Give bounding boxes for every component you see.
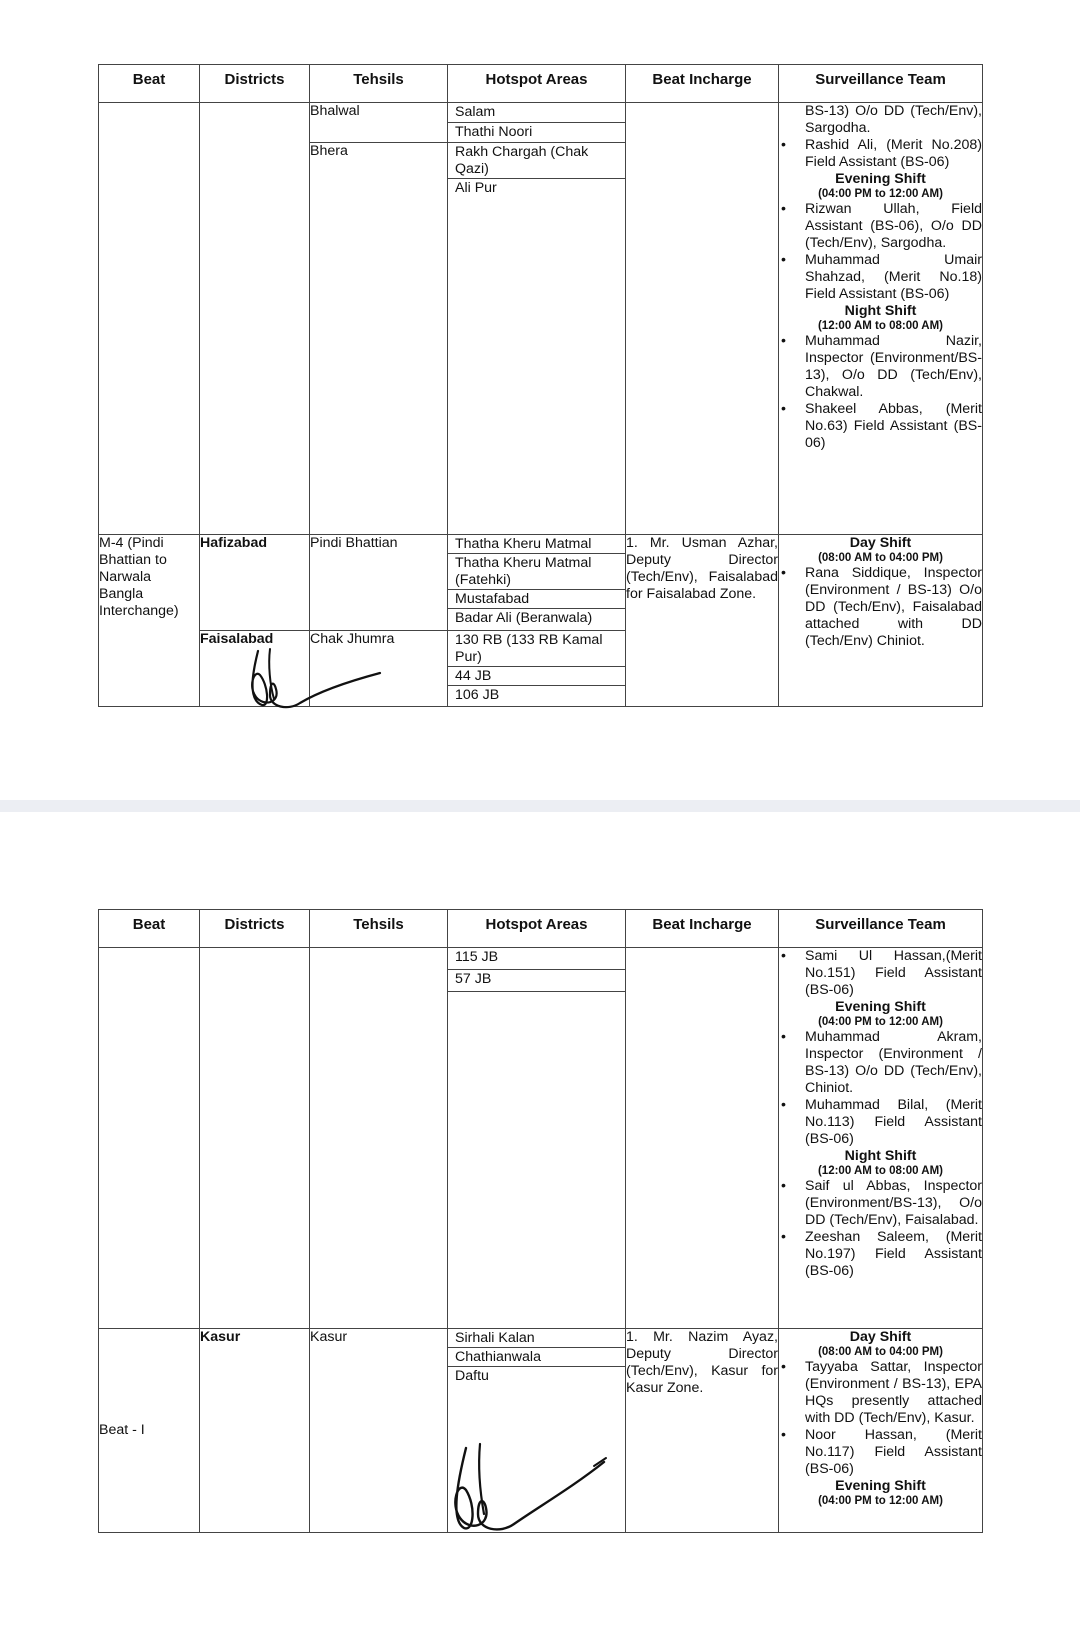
team-list xyxy=(779,333,982,452)
hotspot-item: 130 RB (133 RB Kamal Pur) xyxy=(448,631,625,667)
district-cell xyxy=(200,103,310,535)
shift-title: Night Shift xyxy=(844,303,917,319)
team-member: • Muhammad Nazir, Inspector (Environment/BS-13), O/o DD (Tech/Env), Chakwal. xyxy=(779,333,982,401)
hotspot-item: Sirhali Kalan xyxy=(448,1329,625,1348)
header-beat: Beat xyxy=(99,910,200,948)
beat-cell: Beat - I xyxy=(99,1329,200,1533)
hotspot-item: Thatha Kheru Matmal (Fatehki) xyxy=(448,554,625,590)
table-header-row xyxy=(99,65,983,103)
table-row xyxy=(99,948,983,970)
document-page-2 xyxy=(0,812,1080,1641)
tehsil-cell: Chak Jhumra xyxy=(310,631,448,707)
header-hotspot-areas: Hotspot Areas xyxy=(448,65,626,103)
header-surveillance-team: Surveillance Team xyxy=(779,65,983,103)
header-districts: Districts xyxy=(200,910,310,948)
header-beat-incharge: Beat Incharge xyxy=(626,910,779,948)
shift-time: (12:00 AM to 08:00 AM) xyxy=(817,320,944,332)
shift-time: (04:00 PM to 12:00 AM) xyxy=(818,1495,943,1507)
header-districts: Districts xyxy=(200,65,310,103)
team-member: • Sami Ul Hassan,(Merit No.151) Field Assistant (BS-06) xyxy=(779,948,982,999)
hotspot-cell xyxy=(448,535,626,631)
tehsil-cell: Kasur xyxy=(310,1329,448,1533)
team-member: • Shakeel Abbas, (Merit No.63) Field Assistant (BS-06) xyxy=(779,401,982,452)
incharge-cell xyxy=(626,948,779,1329)
hotspot-cell: Ali Pur xyxy=(448,179,626,535)
shift-title: Day Shift xyxy=(849,535,912,551)
beat-table-page-1 xyxy=(98,64,983,707)
hotspot-item: Daftu xyxy=(455,1368,489,1384)
hotspot-item: Badar Ali (Beranwala) xyxy=(455,610,593,626)
hotspot-item: 106 JB xyxy=(455,687,500,703)
table-row xyxy=(99,103,983,123)
beat-cell: M-4 (Pindi Bhattian to Narwala Bangla Interchange) xyxy=(99,535,200,707)
surveillance-team-cell xyxy=(779,1329,983,1533)
signature-mark xyxy=(444,1440,614,1540)
shift-title: Day Shift xyxy=(849,1329,912,1345)
district-cell xyxy=(200,948,310,1329)
hotspot-item: 44 JB xyxy=(448,667,625,686)
tehsil-cell xyxy=(310,948,448,1329)
hotspot-cell xyxy=(448,631,626,707)
team-list xyxy=(779,1359,982,1478)
district-cell: Kasur xyxy=(200,1329,310,1533)
team-member: • Rashid Ali, (Merit No.208) Field Assistant (BS-06) xyxy=(779,137,982,171)
district-cell: Faisalabad xyxy=(200,631,310,707)
header-beat: Beat xyxy=(99,65,200,103)
team-member: • Noor Hassan, (Merit No.117) Field Assistant (BS-06) xyxy=(779,1427,982,1478)
hotspot-cell xyxy=(448,992,626,1329)
shift-time: (08:00 AM to 04:00 PM) xyxy=(818,552,943,564)
shift-time: (04:00 PM to 12:00 AM) xyxy=(818,1016,943,1028)
surveillance-team-cell xyxy=(779,103,983,535)
tehsil-cell: Pindi Bhattian xyxy=(310,535,448,631)
team-list xyxy=(779,137,982,171)
hotspot-cell: 57 JB xyxy=(448,970,626,992)
hotspot-cell: Rakh Chargah (Chak Qazi) xyxy=(448,143,626,179)
document-page-1 xyxy=(0,0,1080,800)
header-beat-incharge: Beat Incharge xyxy=(626,65,779,103)
team-member: • Tayyaba Sattar, Inspector (Environment / BS-13), EPA HQs presently attached with DD (Tech/Env), Kasur. xyxy=(779,1359,982,1427)
hotspot-item: Mustafabad xyxy=(448,590,625,609)
surveillance-team-cell xyxy=(779,948,983,1329)
hotspot-item: Thatha Kheru Matmal xyxy=(448,535,625,554)
hotspot-cell: Salam xyxy=(448,103,626,123)
incharge-cell: 1. Mr. Usman Azhar, Deputy Director (Tech/Env), Faisalabad for Faisalabad Zone. xyxy=(626,535,779,707)
header-surveillance-team: Surveillance Team xyxy=(779,910,983,948)
team-member: • Muhammad Umair Shahzad, (Merit No.18) Field Assistant (BS-06) xyxy=(779,252,982,303)
header-tehsils: Tehsils xyxy=(310,65,448,103)
team-member: BS-13) O/o DD (Tech/Env), Sargodha. xyxy=(805,103,982,136)
header-tehsils: Tehsils xyxy=(310,910,448,948)
beat-cell xyxy=(99,948,200,1329)
shift-time: (04:00 PM to 12:00 AM) xyxy=(818,188,943,200)
team-member: • Saif ul Abbas, Inspector (Environment/BS-13), O/o DD (Tech/Env), Faisalabad. xyxy=(779,1178,982,1229)
shift-title: Night Shift xyxy=(844,1148,917,1164)
signature-mark xyxy=(240,645,390,725)
team-member: • Rizwan Ullah, Field Assistant (BS-06), O/o DD (Tech/Env), Sargodha. xyxy=(779,201,982,252)
table-row xyxy=(99,535,983,631)
team-list xyxy=(779,1029,982,1148)
shift-time: (08:00 AM to 04:00 PM) xyxy=(818,1346,943,1358)
team-list xyxy=(779,201,982,303)
table-header-row xyxy=(99,910,983,948)
beat-cell xyxy=(99,103,200,535)
hotspot-cell: Thathi Noori xyxy=(448,123,626,143)
shift-title: Evening Shift xyxy=(835,1478,926,1494)
team-member: • Muhammad Akram, Inspector (Environment / BS-13) O/o DD (Tech/Env), Chiniot. xyxy=(779,1029,982,1097)
shift-title: Evening Shift xyxy=(835,171,926,187)
surveillance-team-cell xyxy=(779,535,983,707)
shift-title: Evening Shift xyxy=(835,999,926,1015)
team-list xyxy=(779,565,982,650)
team-member: • Muhammad Bilal, (Merit No.113) Field Assistant (BS-06) xyxy=(779,1097,982,1148)
team-member: • Zeeshan Saleem, (Merit No.197) Field Assistant (BS-06) xyxy=(779,1229,982,1280)
incharge-cell xyxy=(626,103,779,535)
team-list xyxy=(779,1178,982,1280)
district-cell: Hafizabad xyxy=(200,535,310,631)
hotspot-cell: 115 JB xyxy=(448,948,626,970)
team-member: • Rana Siddique, Inspector (Environment / BS-13) O/o DD (Tech/Env), Faisalabad attached with DD (Tech/Env) Chiniot. xyxy=(779,565,982,650)
team-list xyxy=(779,948,982,999)
tehsil-cell: Bhera xyxy=(310,143,448,535)
hotspot-item: Chathianwala xyxy=(448,1348,625,1367)
shift-time: (12:00 AM to 08:00 AM) xyxy=(817,1165,944,1177)
tehsil-cell: Bhalwal xyxy=(310,103,448,143)
incharge-cell: 1. Mr. Nazim Ayaz, Deputy Director (Tech/Env), Kasur for Kasur Zone. xyxy=(626,1329,779,1533)
header-hotspot-areas: Hotspot Areas xyxy=(448,910,626,948)
page-separator xyxy=(0,800,1080,812)
